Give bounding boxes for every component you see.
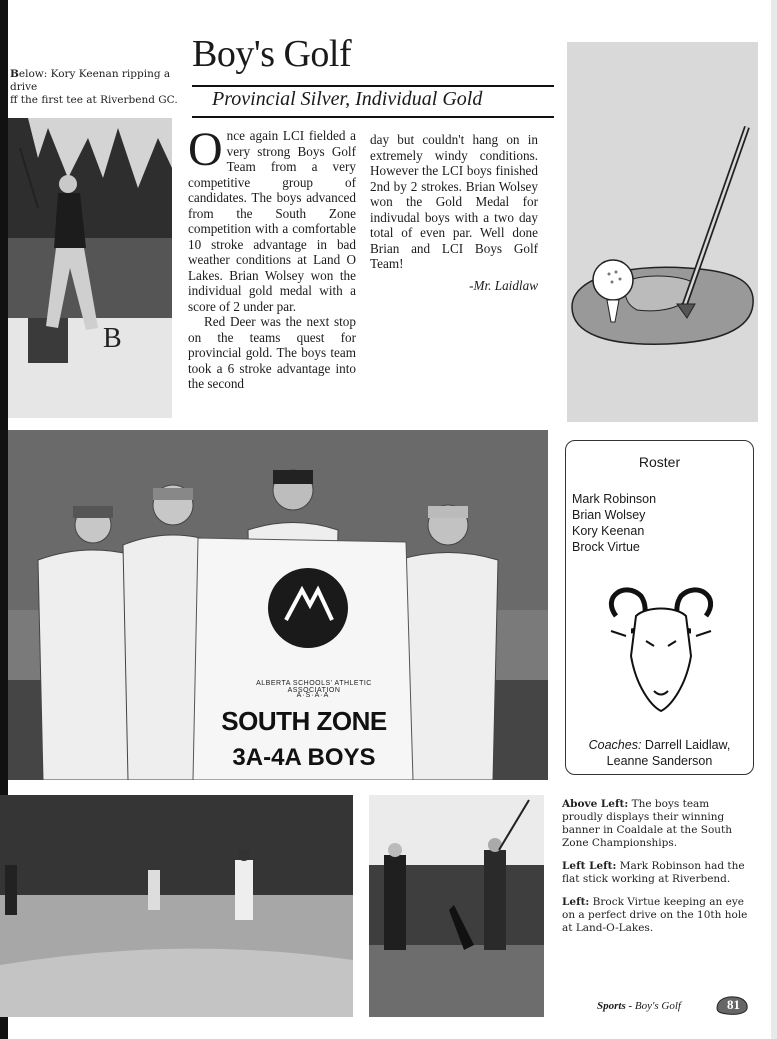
coaches-label: Coaches: <box>588 738 642 752</box>
roster-box <box>565 440 754 775</box>
photo-mark-robinson-putt <box>0 795 353 1017</box>
caption-left-left-text: Mark Robinson had the flat stick working at Riverbend. <box>562 860 745 885</box>
roster-heading: Roster <box>638 454 681 470</box>
article-signature: -Mr. Laidlaw <box>469 277 538 293</box>
photo-team-banner <box>8 430 548 780</box>
banner-asaa: A·S·A·A <box>296 692 330 699</box>
roster-player: Kory Keenan <box>572 524 645 538</box>
title-rule-bottom <box>192 116 554 118</box>
caption-left-left-label: Left Left: <box>562 860 617 872</box>
caption-left-label: Left: <box>562 896 590 908</box>
footer-section: Sports <box>597 1000 626 1012</box>
caption-above-left-text: The boys team proudly displays their winning banner in Coaldale at the South Zone Championships. <box>562 798 733 849</box>
captions-bottom-right <box>562 798 752 935</box>
photo-brock-virtue-drive <box>369 795 544 1017</box>
page-subtitle: Provincial Silver, Individual Gold <box>212 88 483 110</box>
article-column-2 <box>370 132 538 293</box>
article-column-1 <box>188 123 356 392</box>
caption-line-2: ff the first tee at Riverbend GC. <box>10 94 178 106</box>
page-number-badge <box>715 994 749 1016</box>
title-rule-top <box>192 85 554 87</box>
coaches-line-2: Leanne Sanderson <box>606 754 713 768</box>
golf-club-illustration <box>567 42 758 422</box>
article-paragraph-3: day but couldn't hang on in extremely windy conditions. However the LCI boys finished 2nd by 2 strokes. Brian Wolsey won the Gold Medal for indivudal boys with a two day total of even par. Well done Brian and LCI Boys Golf Team! <box>370 132 538 271</box>
page-edge-right <box>771 0 777 1039</box>
ram-mascot-icon <box>596 576 726 716</box>
roster-coaches <box>566 737 753 769</box>
page-footer <box>597 1000 681 1012</box>
roster-player: Brian Wolsey <box>572 508 646 522</box>
drop-cap: O <box>188 123 223 176</box>
caption-above-left <box>562 798 752 850</box>
caption-top-left: Below: Kory Keenan ripping a drive ff the first tee at Riverbend GC. <box>10 68 178 106</box>
banner-line-2: 3A-4A BOYS <box>232 744 376 771</box>
caption-above-left-label: Above Left: <box>562 798 629 810</box>
coaches-line-1: Darrell Laidlaw, <box>641 738 731 752</box>
photo-initials: B <box>103 323 122 354</box>
banner-arc-text: ALBERTA SCHOOLS' ATHLETIC ASSOCIATION <box>256 680 372 694</box>
article-paragraph-1: nce again LCI fielded a very strong Boys Golf Team from a very competitive group of candidates. The boys advanced from the South Zone competition with a comfortable 10 stroke advantage in bad weather conditions at Land O Lakes. Brian Wolsey won the individual gold medal with a score of 2 under par. <box>188 128 356 314</box>
roster-list <box>572 491 656 555</box>
caption-line-1: elow: Kory Keenan ripping a drive <box>10 68 171 93</box>
caption-left-text: Brock Virtue keeping an eye on a perfect drive on the 10th hole at Land-O-Lakes. <box>562 896 748 934</box>
roster-player: Mark Robinson <box>572 492 657 506</box>
caption-left-left <box>562 860 752 886</box>
page-number: 81 <box>727 997 740 1012</box>
caption-left <box>562 896 752 935</box>
roster-player: Brock Virtue <box>572 540 640 554</box>
footer-separator: - <box>625 1000 635 1012</box>
photo-kory-keenan-drive <box>8 118 172 418</box>
article-paragraph-2: Red Deer was the next stop on the teams quest for provincial gold. The boys team took a 6 stroke advantage into the second <box>188 314 356 391</box>
page-title: Boy's Golf <box>192 33 352 75</box>
banner-line-1: SOUTH ZONE <box>221 706 387 736</box>
footer-page-name: Boy's Golf <box>634 1000 681 1012</box>
